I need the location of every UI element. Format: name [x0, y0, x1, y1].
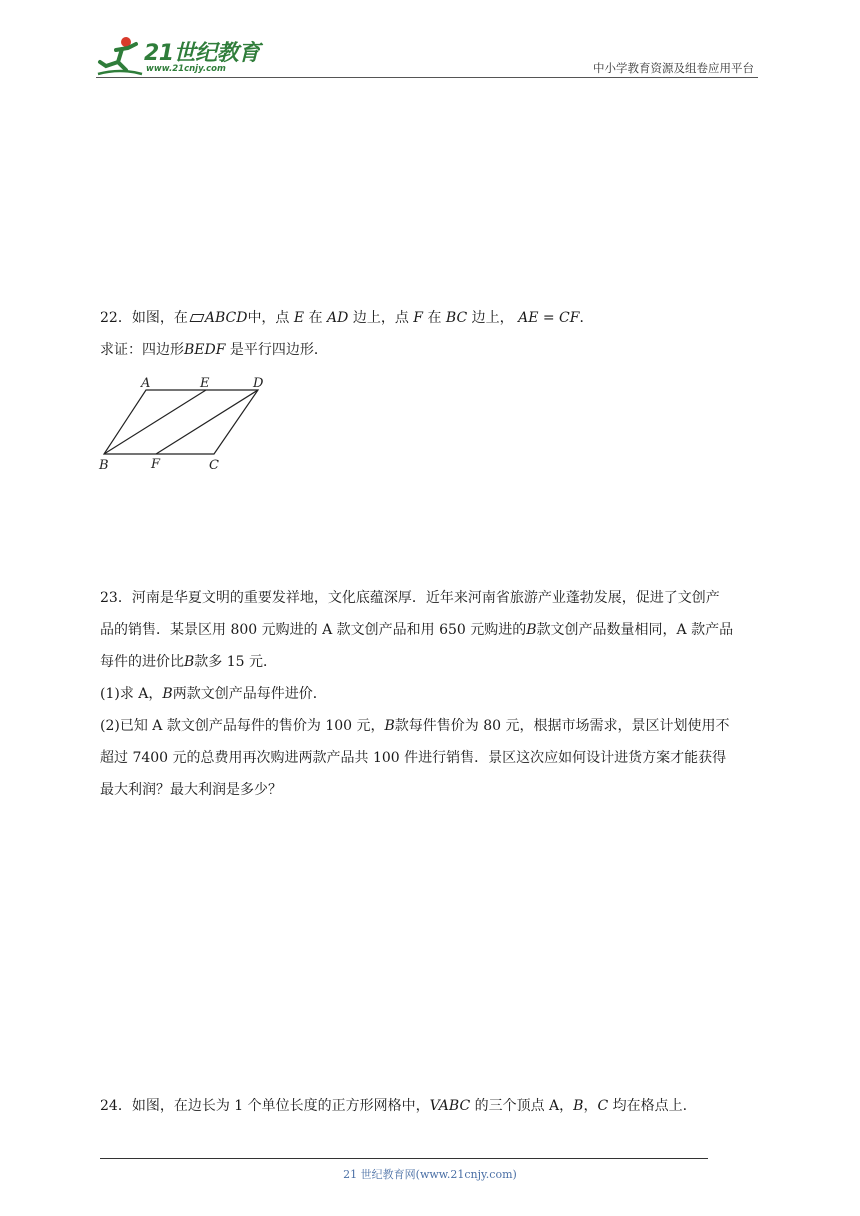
q22-segment-bc: BC [445, 310, 468, 326]
q24-var-c: C [597, 1098, 609, 1114]
runner-icon [96, 34, 144, 78]
label-f: F [151, 457, 161, 472]
label-b: B [99, 458, 109, 473]
q23-var-b: B [184, 654, 195, 670]
q23-line: 23．河南是华夏文明的重要发祥地，文化底蕴深厚．近年来河南省旅游产业蓬勃发展，促进了文创产 [100, 590, 720, 606]
q23-line: 最大利润？最大利润是多少？ [100, 782, 282, 798]
label-e: E [200, 376, 210, 391]
q23-line: 超过 7400 元的总费用再次购进两款产品共 100 件进行销售．景区这次应如何设计进货方案才能获得 [100, 750, 727, 766]
q22-text: 如图，在 [131, 310, 188, 326]
question-24 [100, 1090, 762, 1122]
q22-prove-text: 求证：四边形 [100, 342, 184, 358]
q23-line [100, 646, 762, 678]
q23-text: 每件的进价比 [100, 654, 184, 670]
q22-statement [100, 302, 762, 334]
site-logo [96, 34, 261, 78]
q22-text: 在 [427, 310, 442, 326]
footer-divider [100, 1158, 708, 1159]
label-c: C [209, 458, 219, 473]
q23-text: 款每件售价为 80 元，根据市场需求，景区计划使用不 [394, 718, 730, 734]
q22-point-f: F [413, 310, 423, 326]
header-tagline: 中小学教育资源及组卷应用平台 [593, 61, 754, 75]
q22-text: 在 [308, 310, 323, 326]
logo-text: 21世纪教育 [144, 41, 260, 66]
segment-fd [156, 390, 258, 454]
q23-text: (2)已知 A 款文创产品每件的售价为 100 元， [100, 718, 385, 734]
q22-segment-ad: AD [327, 310, 349, 326]
footer-link[interactable]: 21 世纪教育网(www.21cnjy.com) [343, 1168, 517, 1181]
q22-text: 中，点 [247, 310, 290, 326]
q23-text: 款文创产品数量相同，A 款产品 [536, 622, 734, 638]
label-d: D [253, 376, 264, 391]
q22-prove-shape: BEDF [184, 342, 226, 358]
q24-text: 均在格点上. [612, 1098, 688, 1114]
q24-triangle: VABC [429, 1098, 471, 1114]
q22-text: ． [579, 310, 594, 326]
q22-prove [100, 334, 762, 366]
segment-be [104, 390, 206, 454]
q22-shape: ABCD [204, 310, 248, 326]
q22-text: 边上， [471, 310, 514, 326]
question-22 [100, 302, 762, 366]
q22-point-e: E [293, 310, 305, 326]
q23-text: 款多 15 元． [194, 654, 278, 670]
q23-text: 两款文创产品每件进价． [172, 686, 327, 702]
logo-url: www.21cnjy.com [146, 64, 226, 74]
q24-var-b: B [573, 1098, 584, 1114]
header-divider [96, 77, 758, 78]
q23-var-b: B [526, 622, 537, 638]
page-header [96, 30, 758, 80]
label-a: A [141, 376, 151, 391]
q24-text: 的三个顶点 A， [474, 1098, 574, 1114]
q24-text: ， [583, 1098, 598, 1114]
q22-prove-text: 是平行四边形． [229, 342, 328, 358]
q23-text: 品的销售．某景区用 800 元购进的 A 款文创产品和用 650 元购进的 [100, 622, 527, 638]
question-23 [100, 582, 762, 806]
q23-var-b: B [384, 718, 395, 734]
parallelogram-figure [96, 372, 276, 477]
q22-equation: AE = CF [518, 310, 580, 326]
q23-var-b: B [162, 686, 173, 702]
q23-part-2 [100, 710, 762, 742]
q22-number: 22． [100, 310, 132, 326]
q24-text: 24．如图，在边长为 1 个单位长度的正方形网格中， [100, 1098, 430, 1114]
q23-line [100, 614, 762, 646]
q22-text: 边上，点 [352, 310, 409, 326]
q23-text: (1)求 A， [100, 686, 163, 702]
q24-statement [100, 1090, 762, 1122]
parallelogram-symbol-icon [189, 314, 204, 322]
q23-part-1 [100, 678, 762, 710]
parallelogram-abcd [104, 390, 258, 454]
